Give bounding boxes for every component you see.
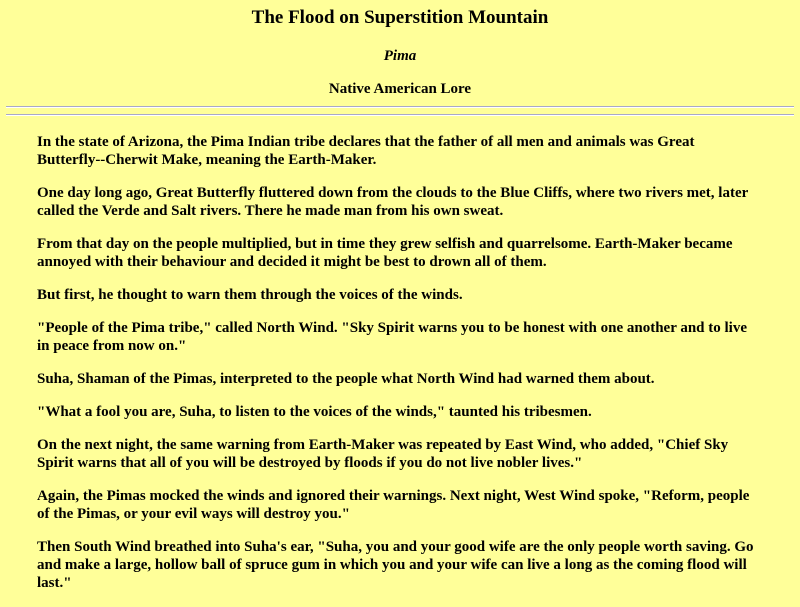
story-paragraph: One day long ago, Great Butterfly fluttered down from the clouds to the Blue Cliffs, where two rivers met, later called the Verde and Salt rivers. There he made man from his own sweat.	[37, 185, 749, 219]
horizontal-rule-top	[6, 106, 794, 108]
page-title: The Flood on Superstition Mountain	[251, 7, 549, 28]
story-paragraph: "What a fool you are, Suha, to listen to the voices of the winds," taunted his tribesmen.	[37, 404, 592, 420]
double-horizontal-rule	[6, 106, 794, 116]
story-paragraph: Again, the Pimas mocked the winds and ignored their warnings. Next night, West Wind spoke, "Reform, people of the Pimas, or your evil ways will destroy you."	[37, 488, 750, 522]
story-paragraph: "People of the Pima tribe," called North Wind. "Sky Spirit warns you to be honest with one another and to live in peace from now on."	[37, 320, 748, 354]
page-header	[0, 0, 800, 98]
story-paragraph: On the next night, the same warning from Earth-Maker was repeated by East Wind, who added, "Chief Sky Spirit warns that all of you will be destroyed by floods if you do not live nobler lives."	[37, 437, 729, 471]
story-paragraph: From that day on the people multiplied, but in time they grew selfish and quarrelsome. Earth-Maker became annoyed with their behaviour and decided it might be best to drown all of them.	[37, 236, 733, 270]
story-paragraph: Suha, Shaman of the Pimas, interpreted to the people what North Wind had warned them about.	[37, 371, 655, 387]
story-paragraph: Then South Wind breathed into Suha's ear, "Suha, you and your good wife are the only people worth saving. Go and make a large, hollow ball of spruce gum in which you and your wife can live a long as the coming flood will last."	[37, 539, 754, 591]
horizontal-rule-bottom	[6, 114, 794, 116]
story-paragraph: In the state of Arizona, the Pima Indian tribe declares that the father of all men and animals was Great Butterfly--Cherwit Make, meaning the Earth-Maker.	[37, 134, 695, 168]
story-body	[37, 133, 757, 607]
story-paragraph: But first, he thought to warn them through the voices of the winds.	[37, 287, 463, 303]
page-subtitle: Native American Lore	[328, 81, 472, 97]
story-origin: Pima	[383, 48, 417, 64]
